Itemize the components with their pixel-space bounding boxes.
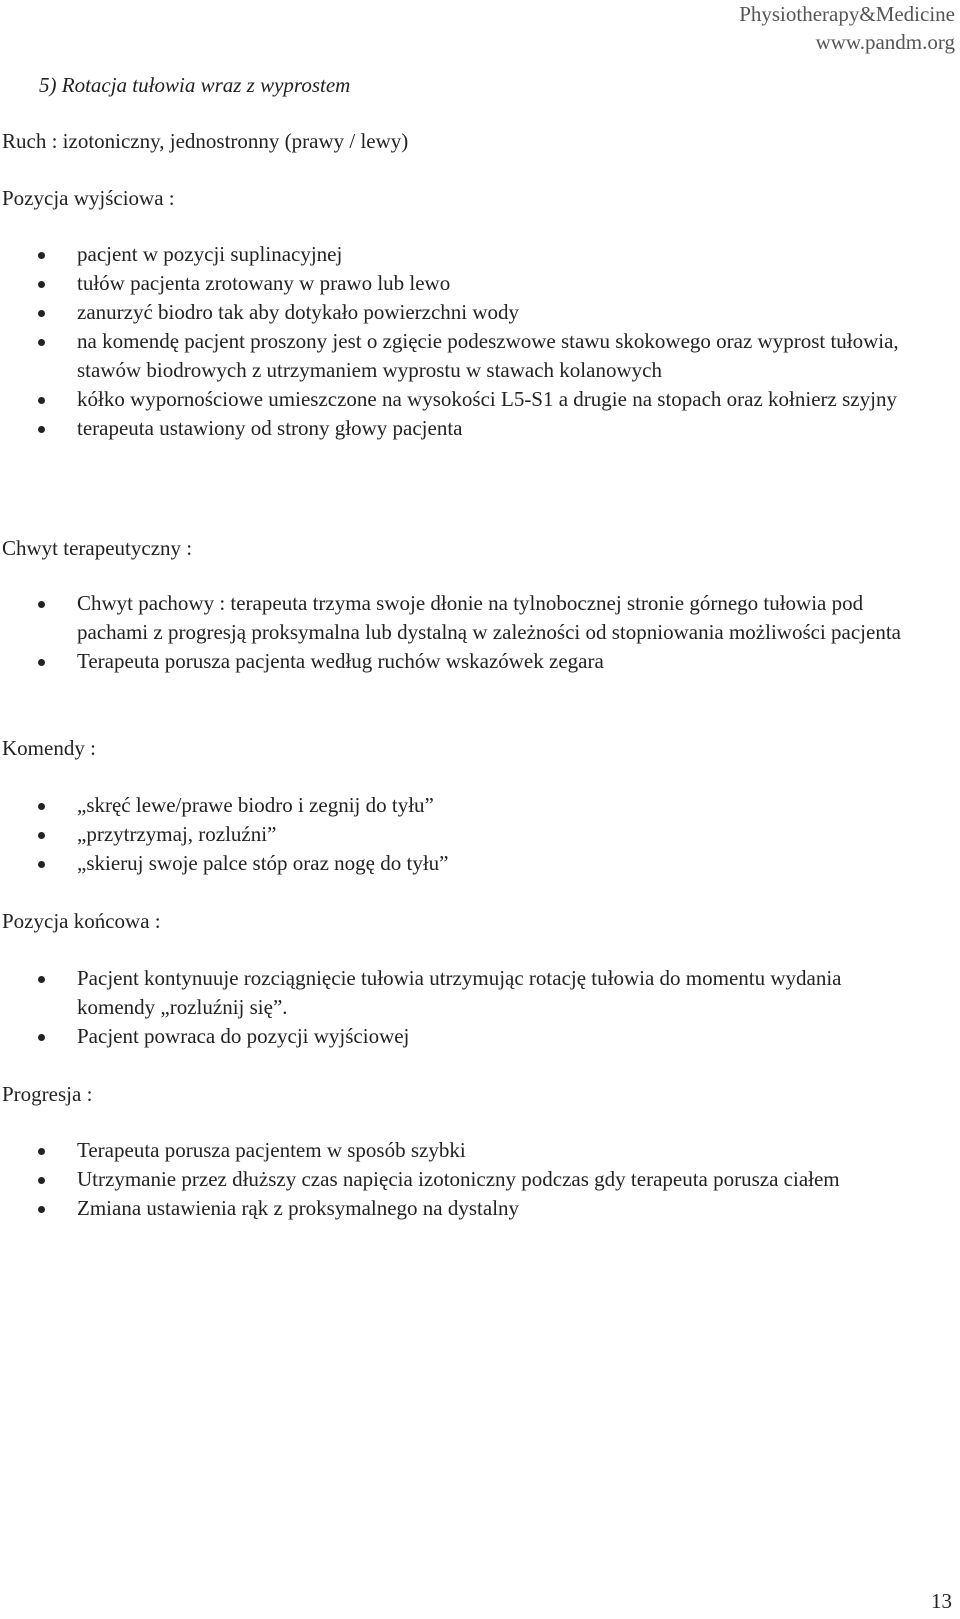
bullet-icon	[38, 252, 45, 259]
section-title: 5) Rotacja tułowia wraz z wyprostem	[39, 73, 351, 97]
start-position-heading: Pozycja wyjściowa :	[2, 186, 175, 210]
commands-heading: Komendy :	[2, 736, 96, 760]
bullet-icon	[38, 832, 45, 839]
progression-heading: Progresja :	[2, 1082, 93, 1106]
list-item: Terapeuta porusza pacjenta według ruchów wskazówek zegara	[0, 647, 917, 676]
list-item: „skręć lewe/prawe biodro i zegnij do tyłu”	[0, 791, 917, 820]
bullet-icon	[38, 1034, 45, 1041]
list-item: Pacjent powraca do pozycji wyjściowej	[0, 1022, 917, 1051]
list-item: na komendę pacjent proszony jest o zgięcie podeszwowe stawu skokowego oraz wyprost tułowia, stawów biodrowych z utrzymaniem wyprostu w stawach kolanowych	[0, 327, 917, 385]
bullet-icon	[38, 310, 45, 317]
list-item: terapeuta ustawiony od strony głowy pacjenta	[0, 414, 917, 443]
header-journal-name: Physiotherapy&Medicine	[739, 2, 955, 26]
bullet-icon	[38, 1206, 45, 1213]
list-item: Utrzymanie przez dłuższy czas napięcia izotoniczny podczas gdy terapeuta porusza ciałem	[0, 1165, 917, 1194]
end-position-list	[0, 964, 917, 1051]
grip-heading: Chwyt terapeutyczny :	[2, 536, 193, 560]
bullet-icon	[38, 339, 45, 346]
list-item: Terapeuta porusza pacjentem w sposób szybki	[0, 1136, 917, 1165]
bullet-icon	[38, 1148, 45, 1155]
list-item: pacjent w pozycji suplinacyjnej	[0, 240, 917, 269]
list-item: Chwyt pachowy : terapeuta trzyma swoje dłonie na tylnobocznej stronie górnego tułowia pod pachami z progresją proksymalna lub dystalną w zależności od stopniowania możliwości pacjenta	[0, 589, 917, 647]
bullet-icon	[38, 601, 45, 608]
start-position-list	[0, 240, 917, 443]
end-position-heading: Pozycja końcowa :	[2, 909, 161, 933]
list-item: „skieruj swoje palce stóp oraz nogę do tyłu”	[0, 849, 917, 878]
list-item: tułów pacjenta zrotowany w prawo lub lewo	[0, 269, 917, 298]
bullet-icon	[38, 861, 45, 868]
list-item: zanurzyć biodro tak aby dotykało powierzchni wody	[0, 298, 917, 327]
page-header	[739, 0, 955, 56]
header-website: www.pandm.org	[815, 30, 955, 54]
bullet-icon	[38, 397, 45, 404]
list-item: Pacjent kontynuuje rozciągnięcie tułowia utrzymując rotację tułowia do momentu wydania komendy „rozluźnij się”.	[0, 964, 917, 1022]
bullet-icon	[38, 803, 45, 810]
list-item: kółko wypornościowe umieszczone na wysokości L5-S1 a drugie na stopach oraz kołnierz szyjny	[0, 385, 917, 414]
list-item: „przytrzymaj, rozluźni”	[0, 820, 917, 849]
list-item: Zmiana ustawienia rąk z proksymalnego na dystalny	[0, 1194, 917, 1223]
progression-list	[0, 1136, 917, 1223]
bullet-icon	[38, 976, 45, 983]
page-number: 13	[931, 1589, 952, 1613]
bullet-icon	[38, 426, 45, 433]
bullet-icon	[38, 659, 45, 666]
movement-type: Ruch : izotoniczny, jednostronny (prawy / lewy)	[2, 129, 409, 153]
bullet-icon	[38, 1177, 45, 1184]
bullet-icon	[38, 281, 45, 288]
commands-list	[0, 791, 917, 878]
grip-list	[0, 589, 917, 676]
